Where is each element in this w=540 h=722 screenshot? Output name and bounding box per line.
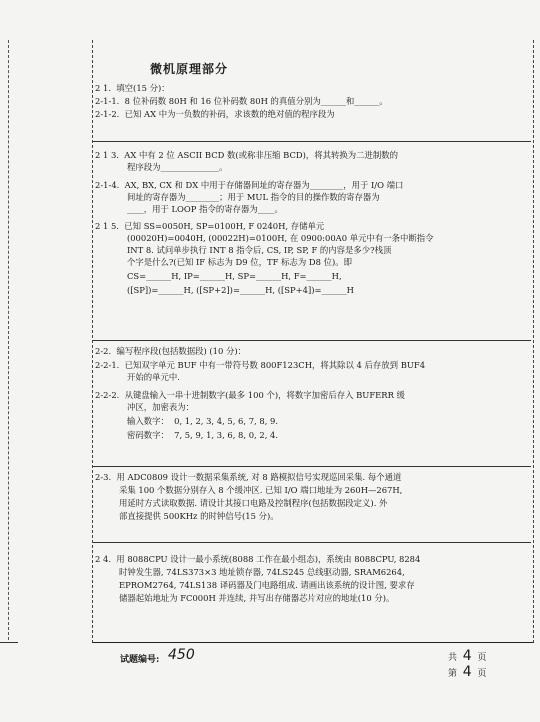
q21-line: 2-1-1. 8 位补码数 80H 和 16 位补码数 80H 的真值分别为______和______。 <box>95 96 388 106</box>
q22-line: 输入数字： 0, 1, 2, 3, 4, 5, 6, 7, 8, 9. <box>95 416 279 426</box>
section-rule <box>93 542 531 543</box>
section-rule <box>93 466 531 467</box>
total-prefix: 共 <box>448 653 458 663</box>
q21-title: 2 1. 填空(15 分)： <box>95 83 170 93</box>
q23-line: 部直接提供 500KHz 的时钟信号(15 分)。 <box>95 511 279 521</box>
q22-title: 2-2. 编写程序段(包括数据段) (10 分)： <box>95 346 247 356</box>
q21-line: 间址的寄存器为________；用于 MUL 指令的目的操作数的寄存器为 <box>95 192 380 202</box>
exam-number: 450 <box>168 647 195 663</box>
q24-line: 2 4. 用 8088CPU 设计一最小系统(8088 工作在最小组态)，系统由 8088CPU, 8284 <box>95 554 421 564</box>
section-rule <box>93 141 531 142</box>
q24-line: 时钟发生器, 74LS373×3 地址锁存器, 74LS245 总线驱动器, SRAM6264, <box>95 567 405 577</box>
page-frame <box>92 40 534 643</box>
page-title: 微机原理部分 <box>150 62 229 76</box>
q21-line: 2-1-2. 已知 AX 中为一负数的补码，求该数的绝对值的程序段为 <box>95 109 335 119</box>
page-suffix: 页 <box>477 653 487 663</box>
total-pages <box>448 648 486 664</box>
q21-line: ([SP])=______H, ([SP+2])=______H, ([SP+4])=______H <box>95 285 354 295</box>
current-prefix: 第 <box>448 669 458 679</box>
q23-line: 采集 100 个数据分别存入 8 个缓冲区. 已知 I/O 端口地址为 260H—267H, <box>95 485 403 495</box>
section-rule <box>93 340 531 341</box>
left-margin-line <box>8 40 10 640</box>
q22-line: 开始的单元中. <box>95 372 180 382</box>
q21-line: ____，用于 LOOP 指令的寄存器为____。 <box>95 204 283 214</box>
q22-line: 2-2-1. 已知双字单元 BUF 中有一带符号数 800F123CH，将其除以 4 后存放到 BUF4 <box>95 360 426 370</box>
q23-line: 用延时方式读取数据. 请设计其接口电路及控制程序(包括数据段定义). 外 <box>95 498 388 508</box>
q21-line: (00020H)=0040H, (00022H)=0100H, 在 0900:00A0 单元中有一条中断指令 <box>95 233 434 243</box>
q21-line: 程序段为______________。 <box>95 162 228 172</box>
q21-line: INT 8. 试问单步执行 INT 8 指令后, CS, IP, SP, F 的内容是多少?栈顶 <box>95 245 392 255</box>
current-page <box>448 664 486 680</box>
q21-line: CS=______H, IP=______H, SP=______H, F=______H, <box>95 271 342 281</box>
q23-line: 2-3. 用 ADC0809 设计一数据采集系统, 对 8 路模拟信号实现巡回采集. 每个通道 <box>95 472 402 482</box>
exam-number-label: 试题编号: <box>120 655 160 665</box>
q21-line: 个字是什么?(已知 IF 标志为 D9 位，TF 标志为 D8 位)。即 <box>95 257 352 267</box>
q22-line: 冲区，加密表为： <box>95 402 194 412</box>
q24-line: 储器起始地址为 FC000H 并连续, 并写出存储器芯片对应的地址(10 分)。 <box>95 593 395 603</box>
q21-line: 2 1 3. AX 中有 2 位 ASCII BCD 数(或称非压缩 BCD)，将其转换为二进制数的 <box>95 150 398 160</box>
q24-line: EPROM2764, 74LS138 译码器及门电路组成. 请画出该系统的设计图, 要求存 <box>95 580 415 590</box>
q22-line: 2-2-2. 从键盘输入一串十进制数字(最多 100 个)，将数字加密后存入 BUFERR 缓 <box>95 390 405 400</box>
q22-line: 密码数字： 7, 5, 9, 1, 3, 6, 8, 0, 2, 4. <box>95 430 279 440</box>
q21-line: 2-1-4. AX, BX, CX 和 DX 中用于存储器间址的寄存器为________，用于 I/O 端口 <box>95 180 404 190</box>
current-suffix: 页 <box>477 669 487 679</box>
total-pages-value: 4 <box>462 648 472 664</box>
q21-line: 2 1 5. 已知 SS=0050H, SP=0100H, F 0240H, 存储单元 <box>95 221 325 231</box>
left-rule <box>0 642 18 643</box>
current-page-value: 4 <box>462 664 472 680</box>
